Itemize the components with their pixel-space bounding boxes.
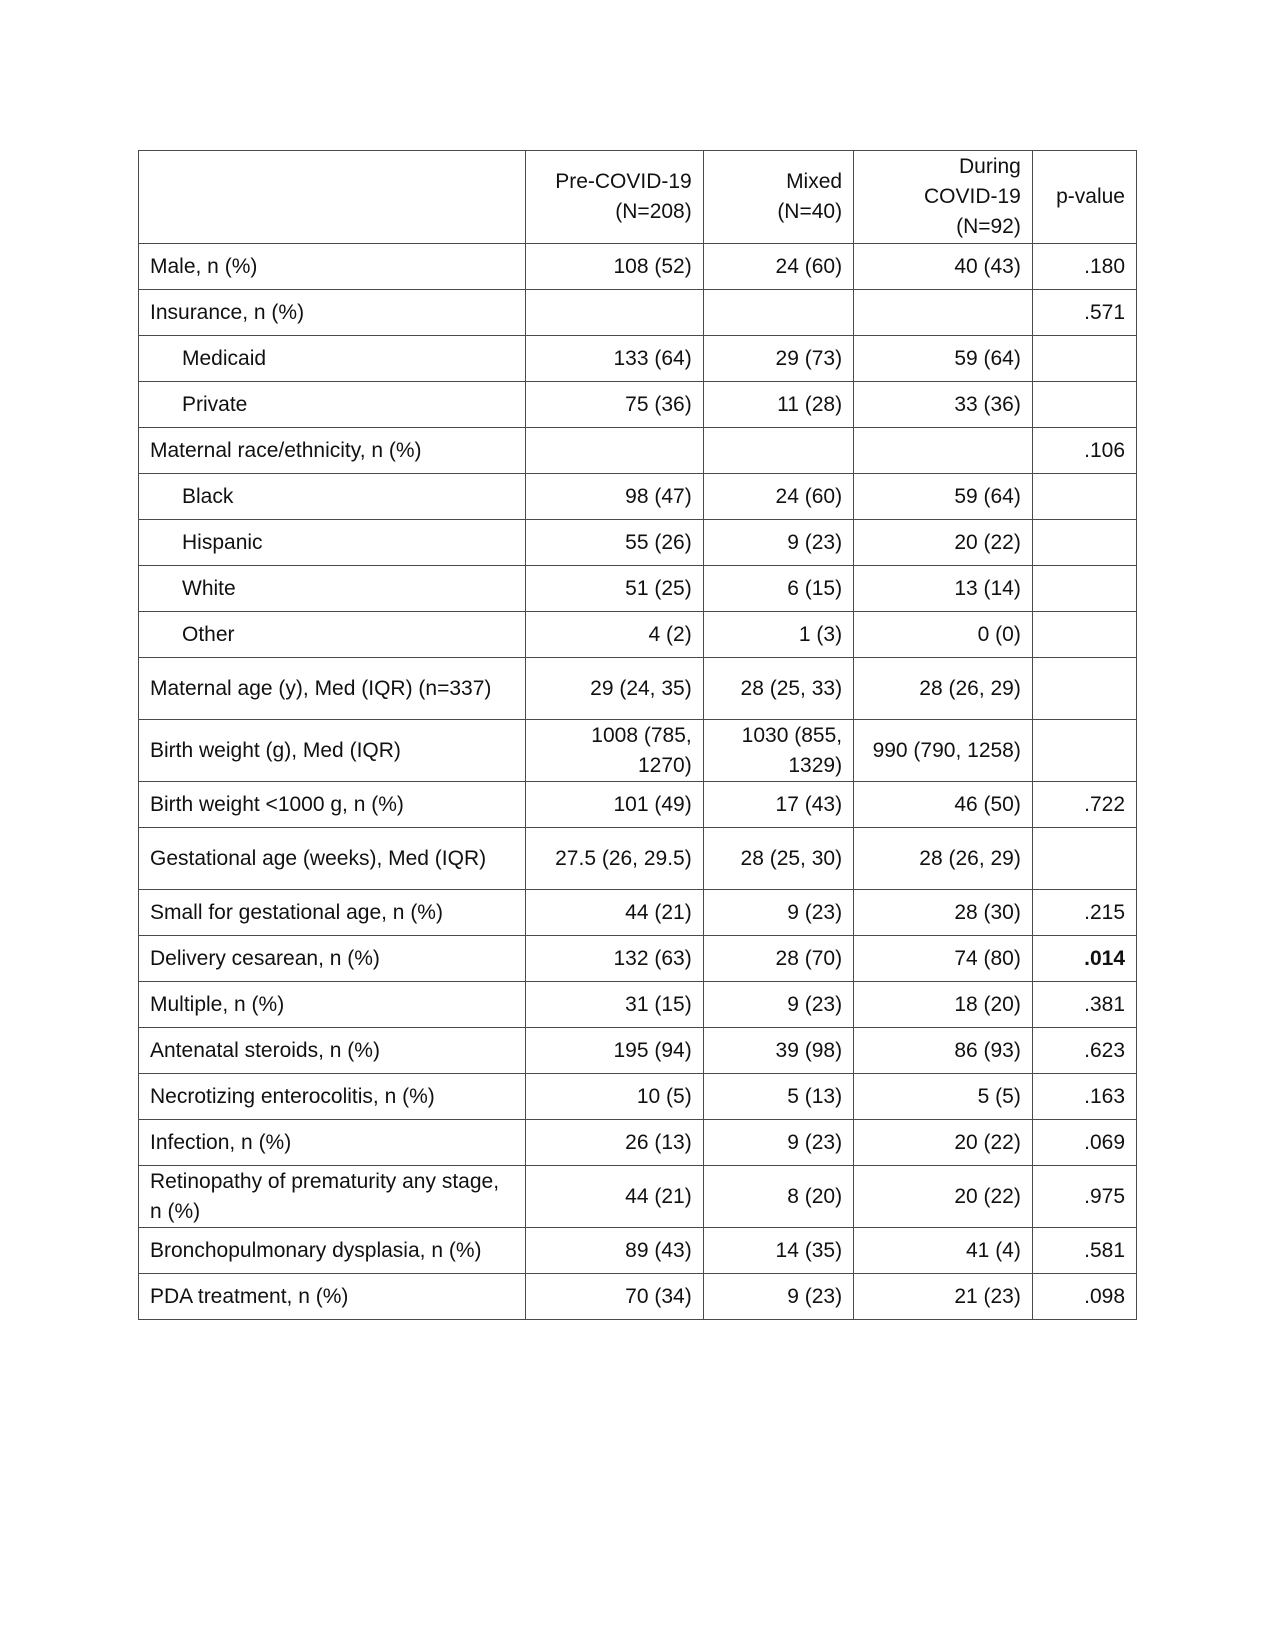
- pre-covid-cell-text: 4 (2): [648, 622, 692, 646]
- row-label-cell-text: Delivery cesarean, n (%): [150, 946, 380, 970]
- mixed-cell: [703, 890, 853, 936]
- mixed-cell-text: 1 (3): [798, 622, 843, 646]
- row-label-cell: [139, 566, 526, 612]
- header-cell-during-covid: [854, 151, 1033, 244]
- p-value-cell-text: .106: [1084, 438, 1125, 462]
- row-label-cell: [139, 244, 526, 290]
- during-covid-cell-text: 20 (22): [954, 530, 1021, 554]
- row-label-cell-text: Male, n (%): [150, 254, 258, 278]
- during-covid-cell: [854, 290, 1033, 336]
- during-covid-cell: [854, 828, 1033, 890]
- pre-covid-cell-text: 55 (26): [625, 530, 692, 554]
- p-value-cell: [1032, 290, 1136, 336]
- during-covid-cell-text: 59 (64): [954, 484, 1021, 508]
- pre-covid-cell-text: 101 (49): [613, 792, 692, 816]
- mixed-cell: [703, 1166, 853, 1228]
- row-label-cell: [139, 782, 526, 828]
- pre-covid-cell-text: 29 (24, 35): [590, 676, 692, 700]
- row-label-cell-text: Medicaid: [182, 346, 267, 370]
- p-value-cell: [1032, 566, 1136, 612]
- row-label-cell-text: Birth weight <1000 g, n (%): [150, 792, 404, 816]
- during-covid-cell-text: 20 (22): [954, 1184, 1021, 1208]
- pre-covid-cell-text: 51 (25): [625, 576, 692, 600]
- during-covid-cell: [854, 658, 1033, 720]
- during-covid-cell: [854, 520, 1033, 566]
- pre-covid-cell: [526, 612, 704, 658]
- table-row: [139, 1028, 1137, 1074]
- mixed-cell: [703, 658, 853, 720]
- row-label-cell: [139, 828, 526, 890]
- row-label-cell-text: Antenatal steroids, n (%): [150, 1038, 380, 1062]
- pre-covid-cell-text: 31 (15): [625, 992, 692, 1016]
- table-row: [139, 1228, 1137, 1274]
- p-value-cell: [1032, 658, 1136, 720]
- p-value-cell: [1032, 244, 1136, 290]
- pre-covid-cell: [526, 658, 704, 720]
- pre-covid-cell: [526, 1074, 704, 1120]
- pre-covid-cell-text: 75 (36): [625, 392, 692, 416]
- header-row: [139, 151, 1137, 244]
- mixed-cell-text: 9 (23): [787, 992, 843, 1016]
- row-label-cell: [139, 520, 526, 566]
- row-label-cell: [139, 474, 526, 520]
- mixed-cell: [703, 1120, 853, 1166]
- row-label-cell-text: Maternal race/ethnicity, n (%): [150, 438, 422, 462]
- row-label-cell: [139, 382, 526, 428]
- header-line: (N=92): [956, 215, 1021, 238]
- pre-covid-cell: [526, 1120, 704, 1166]
- during-covid-cell-text: 41 (4): [966, 1238, 1021, 1262]
- header-cell-p-value: [1032, 151, 1136, 244]
- during-covid-cell-text: 40 (43): [954, 254, 1021, 278]
- pre-covid-cell-text: 26 (13): [625, 1130, 692, 1154]
- p-value-cell: [1032, 982, 1136, 1028]
- table-row: [139, 566, 1137, 612]
- pre-covid-cell: [526, 428, 704, 474]
- during-covid-cell-text: 28 (26, 29): [919, 676, 1021, 700]
- pre-covid-cell: [526, 474, 704, 520]
- header-line: COVID-19: [924, 185, 1021, 208]
- mixed-cell: [703, 428, 853, 474]
- p-value-cell: [1032, 1120, 1136, 1166]
- row-label-cell-text: White: [182, 576, 236, 600]
- row-label-cell-text: Hispanic: [182, 530, 263, 554]
- during-covid-cell: [854, 1228, 1033, 1274]
- during-covid-cell: [854, 1028, 1033, 1074]
- pre-covid-cell: [526, 336, 704, 382]
- mixed-cell: [703, 520, 853, 566]
- mixed-cell-text: 14 (35): [775, 1238, 843, 1262]
- p-value-cell: [1032, 474, 1136, 520]
- mixed-cell-text: 29 (73): [775, 346, 843, 370]
- mixed-cell: [703, 244, 853, 290]
- p-value-cell: [1032, 1228, 1136, 1274]
- pre-covid-cell-text: 44 (21): [625, 900, 692, 924]
- pre-covid-cell: [526, 782, 704, 828]
- row-label-cell: [139, 1028, 526, 1074]
- mixed-cell-text: 24 (60): [775, 484, 843, 508]
- p-value-cell-text: .722: [1084, 792, 1125, 816]
- row-label-cell: [139, 1120, 526, 1166]
- pre-covid-cell-text: 27.5 (26, 29.5): [555, 846, 692, 870]
- p-value-cell-text: .163: [1084, 1084, 1125, 1108]
- p-value-cell-text: .381: [1084, 992, 1125, 1016]
- pre-covid-cell: [526, 1274, 704, 1320]
- pre-covid-cell-text: 98 (47): [625, 484, 692, 508]
- row-label-cell-text: Private: [182, 392, 248, 416]
- table-row: [139, 1120, 1137, 1166]
- pre-covid-cell-text: 132 (63): [613, 946, 692, 970]
- pre-covid-cell-text: 195 (94): [613, 1038, 692, 1062]
- row-label-cell: [139, 1074, 526, 1120]
- mixed-cell: [703, 720, 853, 782]
- during-covid-cell: [854, 474, 1033, 520]
- during-covid-cell-text: 990 (790, 1258): [872, 738, 1021, 762]
- table-row: [139, 382, 1137, 428]
- header-line: (N=208): [615, 200, 692, 223]
- pre-covid-cell: [526, 566, 704, 612]
- header-line: During: [958, 155, 1021, 178]
- row-label-cell-text: Necrotizing enterocolitis, n (%): [150, 1084, 435, 1108]
- pre-covid-cell: [526, 828, 704, 890]
- table-row: [139, 982, 1137, 1028]
- p-value-cell-text: .975: [1084, 1184, 1125, 1208]
- mixed-cell: [703, 336, 853, 382]
- table-row: [139, 720, 1137, 782]
- p-value-cell: [1032, 1074, 1136, 1120]
- mixed-cell: [703, 1274, 853, 1320]
- row-label-cell-text: Small for gestational age, n (%): [150, 900, 443, 924]
- during-covid-cell: [854, 612, 1033, 658]
- pre-covid-cell: [526, 936, 704, 982]
- during-covid-cell: [854, 1074, 1033, 1120]
- row-label-cell: [139, 658, 526, 720]
- table-row: [139, 1166, 1137, 1228]
- pre-covid-cell-text: 70 (34): [625, 1284, 692, 1308]
- during-covid-cell-text: 21 (23): [954, 1284, 1021, 1308]
- row-label-cell: [139, 890, 526, 936]
- during-covid-cell-text: 46 (50): [954, 792, 1021, 816]
- row-label-cell: [139, 936, 526, 982]
- p-value-cell: [1032, 828, 1136, 890]
- during-covid-cell-text: 33 (36): [954, 392, 1021, 416]
- during-covid-cell: [854, 720, 1033, 782]
- p-value-cell-text: .623: [1084, 1038, 1125, 1062]
- p-value-cell: [1032, 520, 1136, 566]
- p-value-cell: [1032, 890, 1136, 936]
- pre-covid-cell: [526, 290, 704, 336]
- during-covid-cell: [854, 244, 1033, 290]
- pre-covid-cell-text: 10 (5): [636, 1084, 692, 1108]
- row-label-cell: [139, 612, 526, 658]
- header-line: (N=40): [777, 200, 843, 223]
- table-row: [139, 290, 1137, 336]
- mixed-cell-text: 9 (23): [787, 530, 843, 554]
- pre-covid-cell: [526, 982, 704, 1028]
- mixed-cell-text: 6 (15): [787, 576, 843, 600]
- mixed-cell-text: 28 (25, 30): [740, 846, 843, 870]
- row-label-cell-text: Maternal age (y), Med (IQR) (n=337): [150, 676, 492, 700]
- during-covid-cell: [854, 936, 1033, 982]
- during-covid-cell-text: 18 (20): [954, 992, 1021, 1016]
- pre-covid-cell-text: 89 (43): [625, 1238, 692, 1262]
- row-label-cell-text: Gestational age (weeks), Med (IQR): [150, 846, 487, 870]
- table-row: [139, 1274, 1137, 1320]
- p-value-cell-text: .180: [1084, 254, 1125, 278]
- table-row: [139, 520, 1137, 566]
- during-covid-cell: [854, 1166, 1033, 1228]
- mixed-cell: [703, 474, 853, 520]
- p-value-cell: [1032, 1166, 1136, 1228]
- row-label-cell-text: PDA treatment, n (%): [150, 1284, 349, 1308]
- during-covid-cell-text: 59 (64): [954, 346, 1021, 370]
- pre-covid-cell: [526, 890, 704, 936]
- mixed-cell: [703, 782, 853, 828]
- during-covid-cell: [854, 1120, 1033, 1166]
- pre-covid-cell-text: 1008 (785, 1270): [591, 723, 692, 777]
- mixed-cell-text: 5 (13): [787, 1084, 843, 1108]
- row-label-cell-text: Multiple, n (%): [150, 992, 285, 1016]
- mixed-cell: [703, 612, 853, 658]
- during-covid-cell-text: 20 (22): [954, 1130, 1021, 1154]
- row-label-cell: [139, 1166, 526, 1228]
- header-cell-mixed: [703, 151, 853, 244]
- p-value-cell: [1032, 428, 1136, 474]
- table-row: [139, 244, 1137, 290]
- during-covid-cell-text: 86 (93): [954, 1038, 1021, 1062]
- during-covid-cell-text: 13 (14): [954, 576, 1021, 600]
- p-value-cell: [1032, 612, 1136, 658]
- mixed-cell-text: 24 (60): [775, 254, 843, 278]
- during-covid-cell: [854, 428, 1033, 474]
- row-label-cell-text: Black: [182, 484, 234, 508]
- during-covid-cell: [854, 566, 1033, 612]
- pre-covid-cell: [526, 1166, 704, 1228]
- mixed-cell-text: 8 (20): [787, 1184, 843, 1208]
- during-covid-cell: [854, 890, 1033, 936]
- pre-covid-cell-text: 44 (21): [625, 1184, 692, 1208]
- mixed-cell: [703, 982, 853, 1028]
- pre-covid-cell: [526, 244, 704, 290]
- during-covid-cell: [854, 782, 1033, 828]
- mixed-cell-text: 28 (70): [775, 946, 843, 970]
- table-row: [139, 1074, 1137, 1120]
- p-value-cell: [1032, 382, 1136, 428]
- mixed-cell: [703, 1028, 853, 1074]
- during-covid-cell-text: 28 (26, 29): [919, 846, 1021, 870]
- during-covid-cell: [854, 982, 1033, 1028]
- during-covid-cell-text: 0 (0): [977, 622, 1021, 646]
- row-label-cell: [139, 290, 526, 336]
- table-row: [139, 612, 1137, 658]
- p-value-cell-text: .581: [1084, 1238, 1125, 1262]
- p-value-cell-text: .571: [1084, 300, 1125, 324]
- row-label-cell-text: Birth weight (g), Med (IQR): [150, 738, 401, 762]
- table-row: [139, 474, 1137, 520]
- p-value-cell: [1032, 336, 1136, 382]
- during-covid-cell-text: 28 (30): [954, 900, 1021, 924]
- mixed-cell: [703, 1228, 853, 1274]
- table-header: [139, 151, 1137, 244]
- row-label-cell: [139, 982, 526, 1028]
- row-label-cell: [139, 1274, 526, 1320]
- mixed-cell: [703, 566, 853, 612]
- during-covid-cell-text: 5 (5): [977, 1084, 1021, 1108]
- p-value-cell: [1032, 720, 1136, 782]
- pre-covid-cell-text: 133 (64): [613, 346, 692, 370]
- mixed-cell-text: 11 (28): [777, 392, 843, 416]
- table-row: [139, 336, 1137, 382]
- header-line: Pre-COVID-19: [555, 170, 692, 193]
- during-covid-cell: [854, 1274, 1033, 1320]
- table-row: [139, 936, 1137, 982]
- row-label-cell-text: Retinopathy of prematurity any stage, n (%): [150, 1169, 500, 1223]
- p-value-cell-text: .098: [1084, 1284, 1125, 1308]
- mixed-cell-text: 17 (43): [775, 792, 843, 816]
- characteristics-table: [138, 150, 1137, 1320]
- row-label-cell-text: Insurance, n (%): [150, 300, 305, 324]
- p-value-cell: [1032, 1274, 1136, 1320]
- mixed-cell: [703, 936, 853, 982]
- during-covid-cell: [854, 382, 1033, 428]
- mixed-cell-text: 9 (23): [787, 1130, 843, 1154]
- mixed-cell-text: 39 (98): [775, 1038, 843, 1062]
- table-row: [139, 658, 1137, 720]
- pre-covid-cell-text: 108 (52): [613, 254, 692, 278]
- mixed-cell: [703, 382, 853, 428]
- during-covid-cell: [854, 336, 1033, 382]
- p-value-cell-text: .014: [1084, 946, 1125, 970]
- pre-covid-cell: [526, 1228, 704, 1274]
- row-label-cell-text: Bronchopulmonary dysplasia, n (%): [150, 1238, 482, 1262]
- mixed-cell: [703, 828, 853, 890]
- header-cell-blank: [139, 151, 526, 244]
- mixed-cell-text: 9 (23): [787, 900, 843, 924]
- table-row: [139, 428, 1137, 474]
- table-body: [139, 244, 1137, 1320]
- p-value-cell: [1032, 782, 1136, 828]
- p-value-cell: [1032, 1028, 1136, 1074]
- mixed-cell-text: 9 (23): [787, 1284, 843, 1308]
- during-covid-cell-text: 74 (80): [954, 946, 1021, 970]
- header-line: Mixed: [786, 170, 843, 193]
- row-label-cell-text: Infection, n (%): [150, 1130, 292, 1154]
- mixed-cell: [703, 290, 853, 336]
- pre-covid-cell: [526, 520, 704, 566]
- row-label-cell: [139, 720, 526, 782]
- mixed-cell-text: 1030 (855, 1329): [741, 723, 843, 777]
- row-label-cell: [139, 336, 526, 382]
- p-value-cell-text: .215: [1084, 900, 1125, 924]
- pre-covid-cell: [526, 1028, 704, 1074]
- mixed-cell-text: 28 (25, 33): [740, 676, 843, 700]
- p-value-cell-text: .069: [1084, 1130, 1125, 1154]
- row-label-cell: [139, 428, 526, 474]
- table-row: [139, 890, 1137, 936]
- header-line: p-value: [1056, 185, 1125, 208]
- header-cell-pre-covid: [526, 151, 704, 244]
- table-row: [139, 782, 1137, 828]
- pre-covid-cell: [526, 382, 704, 428]
- table-row: [139, 828, 1137, 890]
- row-label-cell-text: Other: [182, 622, 235, 646]
- p-value-cell: [1032, 936, 1136, 982]
- pre-covid-cell: [526, 720, 704, 782]
- mixed-cell: [703, 1074, 853, 1120]
- row-label-cell: [139, 1228, 526, 1274]
